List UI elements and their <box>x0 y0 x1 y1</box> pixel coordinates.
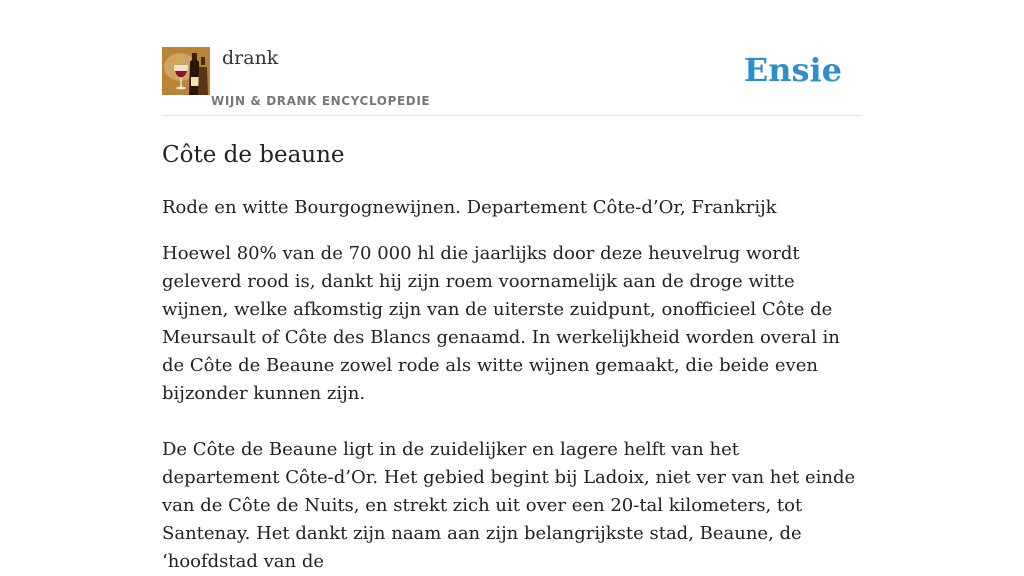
site-subtitle: WIJN & DRANK ENCYCLOPEDIE <box>211 94 431 108</box>
article <box>162 116 862 576</box>
page-title: Côte de beaune <box>162 142 345 168</box>
article-summary: Rode en witte Bourgognewijnen. Departement Côte-d’Or, Frankrijk <box>162 197 777 218</box>
article-paragraph: De Côte de Beaune ligt in de zuidelijker en lagere helft van het departement Côte-d’Or. Het gebied begint bij Ladoix, niet ver van het einde van de Côte de Nuits, en strekt zich uit over een 20-tal kilometers, tot Santenay. Het dankt zijn naam aan zijn belangrijkste stad, Beaune, de ‘hoofdstad van de <box>162 439 856 572</box>
brand-logo[interactable]: Ensie <box>743 51 842 89</box>
wine-bottle-glass-icon[interactable] <box>162 47 210 95</box>
site-header <box>162 0 862 116</box>
article-paragraph: Hoewel 80% van de 70 000 hl die jaarlijks door deze heuvelrug wordt geleverd rood is, dankt hij zijn roem voornamelijk aan de droge witte wijnen, welke afkomstig zijn van de uiterste zuidpunt, onofficieel Côte de Meursault of Côte des Blancs genaamd. In werkelijkheid worden overal in de Côte de Beaune zowel rode als witte wijnen gemaakt, die beide even bijzonder kunnen zijn. <box>162 243 840 404</box>
site-name[interactable]: drank <box>222 47 279 69</box>
